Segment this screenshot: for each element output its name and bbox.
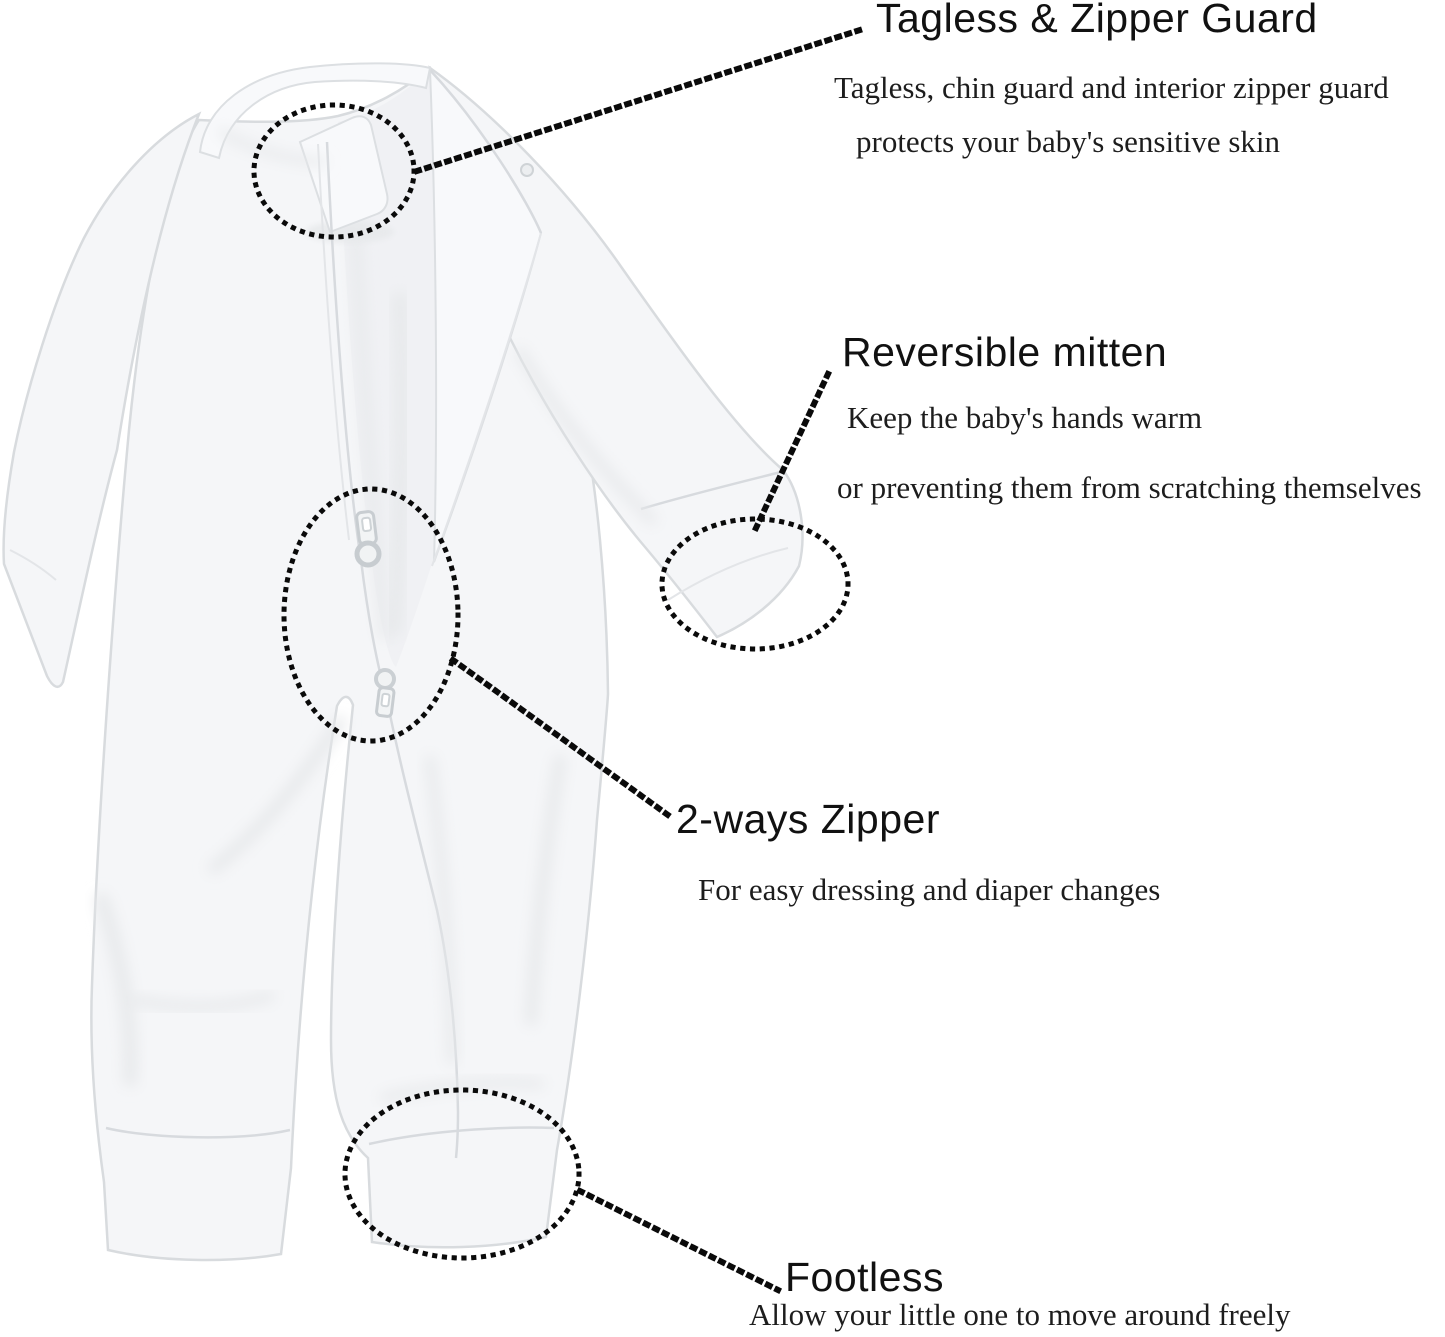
shoulder-snap — [521, 164, 533, 176]
callout-title: Tagless & Zipper Guard — [876, 0, 1318, 41]
callout-title: Footless — [785, 1254, 944, 1300]
callout-line: For easy dressing and diaper changes — [698, 872, 1161, 907]
callout-title: 2-ways Zipper — [676, 796, 940, 842]
callout-line: or preventing them from scratching themselves — [837, 470, 1422, 505]
callout-line: Tagless, chin guard and interior zipper guard — [834, 70, 1389, 105]
callout-line: Allow your little one to move around freely — [749, 1297, 1291, 1332]
callout-title: Reversible mitten — [842, 329, 1168, 375]
footless-connector-line — [580, 1191, 778, 1290]
callout-line: Keep the baby's hands warm — [847, 400, 1203, 435]
callout-line: protects your baby's sensitive skin — [856, 124, 1281, 159]
zipper-pull-bottom — [376, 670, 394, 717]
